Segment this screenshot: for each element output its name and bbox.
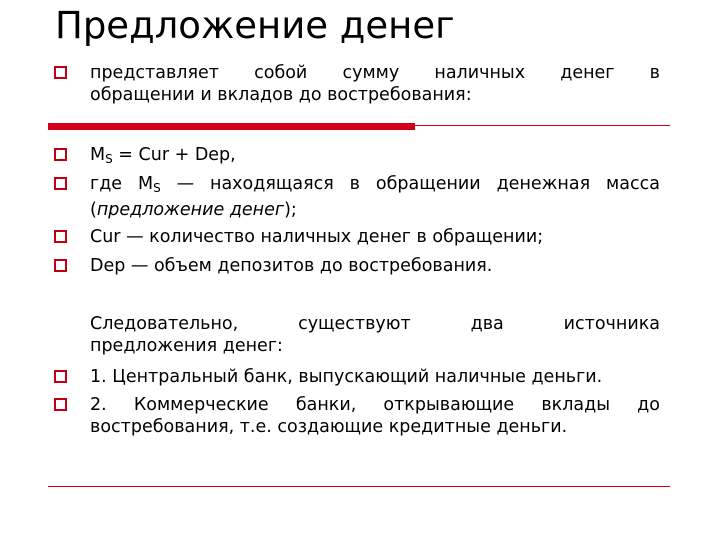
source-1: 1. Центральный банк, выпускающий наличные деньги. [90, 367, 603, 387]
hollow-square-bullet-icon [54, 230, 67, 243]
hollow-square-bullet-icon [54, 66, 67, 79]
source-2-line-1: 2. Коммерческие банки, открывающие вклады до [90, 395, 660, 415]
conclusion-paragraph [90, 313, 660, 357]
formula-line: $M_S$ = Cur + Dep, [90, 145, 236, 166]
hollow-square-bullet-icon [54, 370, 67, 383]
slide-title: Предложение денег [55, 4, 455, 47]
conclusion-line-1: Следовательно, существуют два источника [90, 314, 660, 334]
definition-ms-line-1: где $M_S$ — находящаяся в обращении денежная масса [90, 174, 660, 195]
hollow-square-bullet-icon [54, 259, 67, 272]
definition-dep: Dep — объем депозитов до востребования. [90, 256, 493, 276]
intro-line-1: представляет собой сумму наличных денег в [90, 63, 660, 83]
conclusion-line-2: предложения денег: [90, 336, 283, 356]
hollow-square-bullet-icon [54, 398, 67, 411]
divider-line-bottom [48, 486, 670, 487]
hollow-square-bullet-icon [54, 148, 67, 161]
intro-paragraph [90, 62, 660, 106]
definition-cur: Cur — количество наличных денег в обращении; [90, 227, 544, 247]
source-2 [90, 394, 660, 438]
source-2-line-2: востребования, т.е. создающие кредитные деньги. [90, 417, 568, 437]
definition-ms [90, 173, 660, 221]
definition-ms-line-2: (предложение денег); [90, 200, 297, 220]
intro-line-2: обращении и вкладов до востребования: [90, 85, 472, 105]
hollow-square-bullet-icon [54, 177, 67, 190]
divider-line-top [48, 125, 670, 126]
